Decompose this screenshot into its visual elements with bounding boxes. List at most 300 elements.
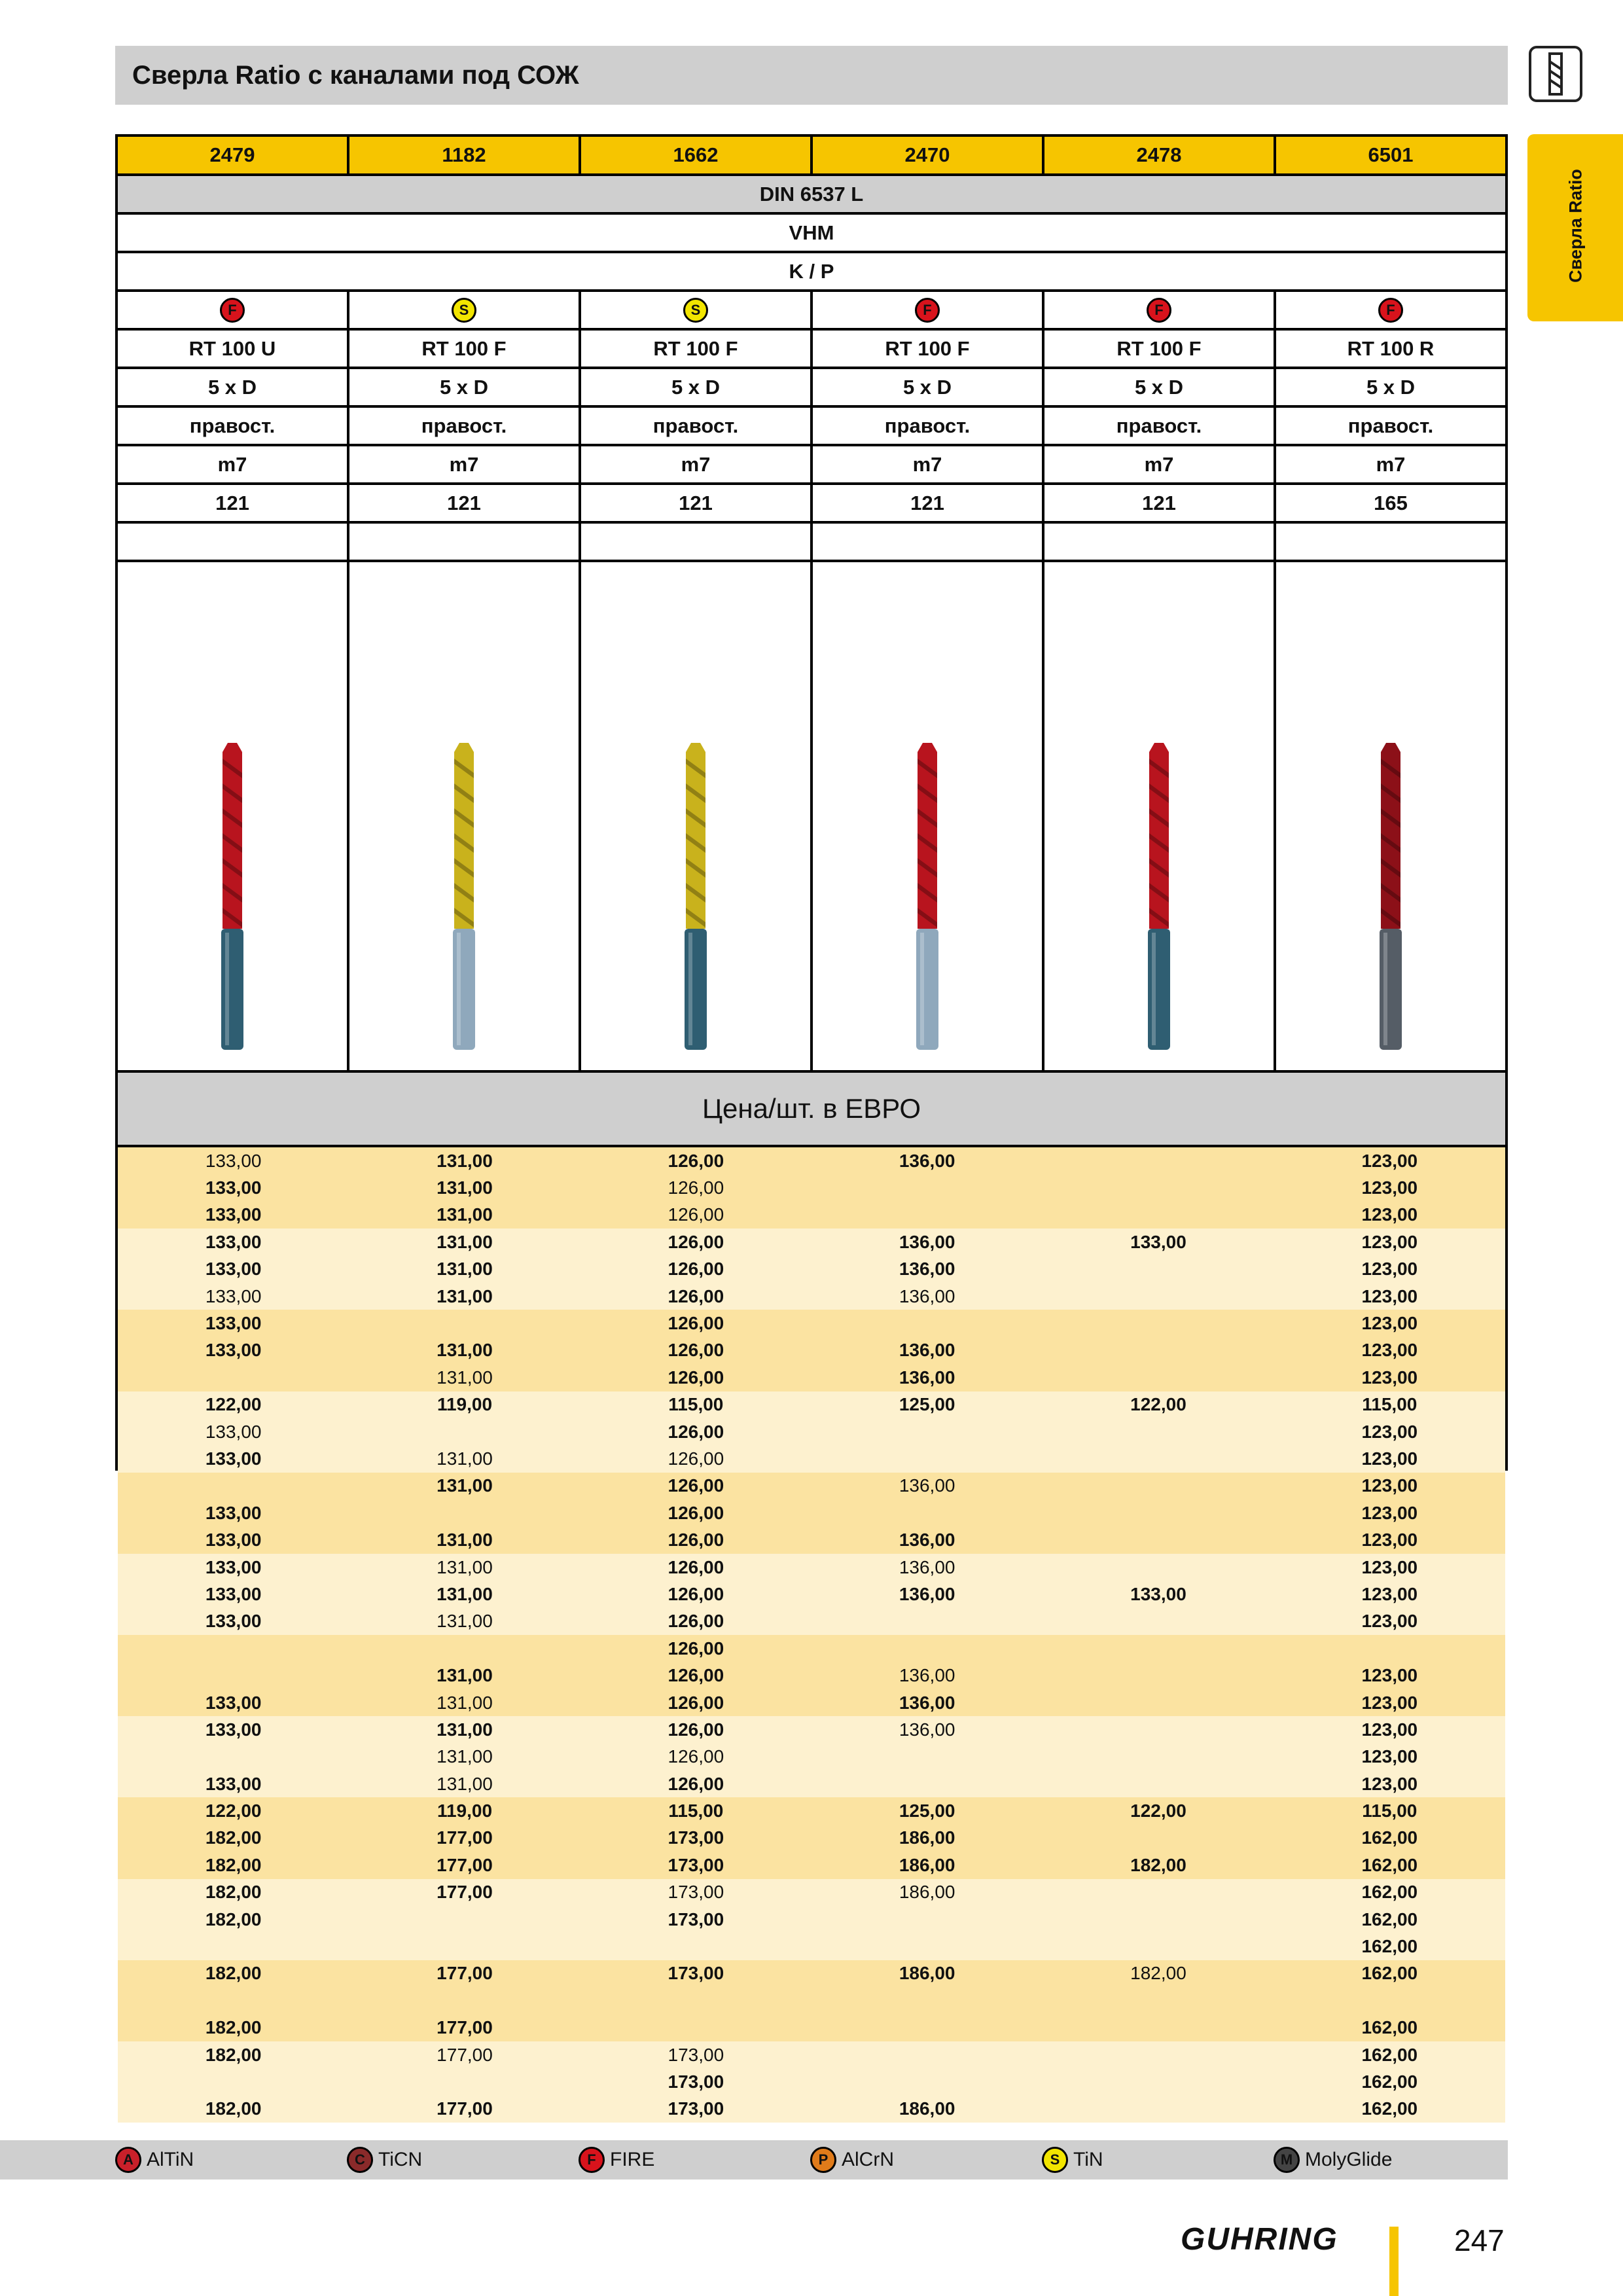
price-cell: 136,00	[899, 1692, 955, 1713]
price-cell: 133,00	[205, 1231, 262, 1252]
price-cell: 126,00	[668, 1502, 724, 1523]
price-cell	[1043, 1499, 1274, 1526]
price-cell: 177,00	[437, 2044, 493, 2065]
type-cell: RT 100 R	[1347, 336, 1435, 360]
price-cell	[812, 1987, 1043, 2014]
direction-cell: правост.	[1347, 414, 1434, 437]
section-title-bar	[115, 46, 1508, 105]
legend-item	[115, 2147, 194, 2173]
price-cell: 133,00	[205, 1150, 262, 1171]
price-cell: 126,00	[668, 1773, 724, 1794]
price-cell	[1043, 2015, 1274, 2041]
coating-cell	[1044, 292, 1276, 328]
catalog-number: 2479	[118, 137, 349, 173]
price-cell: 162,00	[1361, 2017, 1418, 2038]
price-cell: 123,00	[1361, 1150, 1418, 1171]
price-cell: 182,00	[205, 1882, 262, 1903]
price-cell: 131,00	[437, 1231, 493, 1252]
catalog-number: 1662	[581, 137, 813, 173]
price-row	[118, 2096, 1505, 2123]
coating-legend-icon: C	[347, 2147, 373, 2173]
price-row	[118, 1364, 1505, 1391]
catalog-number: 1182	[349, 137, 581, 173]
price-cell	[349, 1906, 580, 1933]
price-row	[118, 1310, 1505, 1336]
price-cell: 123,00	[1361, 1367, 1418, 1388]
price-cell: 133,00	[205, 1177, 262, 1198]
price-row	[118, 1716, 1505, 1743]
price-cell: 133,00	[205, 1259, 262, 1280]
price-row	[118, 1256, 1505, 1283]
tolerance-row	[118, 446, 1505, 485]
page-title: Сверла Ratio с каналами под СОЖ	[132, 60, 579, 90]
price-cell: 162,00	[1361, 2098, 1418, 2119]
empty-cell	[813, 524, 1044, 560]
page-ref-cell: 121	[1044, 485, 1276, 521]
price-cell: 126,00	[668, 1340, 724, 1361]
price-cell: 123,00	[1361, 1611, 1418, 1632]
price-cell: 133,00	[205, 1719, 262, 1740]
price-cell: 162,00	[1361, 2071, 1418, 2092]
price-cell: 131,00	[437, 1773, 493, 1794]
price-cell: 186,00	[899, 1963, 955, 1984]
price-cell	[1043, 1770, 1274, 1797]
price-cell: 123,00	[1361, 1583, 1418, 1604]
price-row	[118, 1825, 1505, 1852]
price-cell: 162,00	[1361, 1909, 1418, 1929]
price-cell: 133,00	[205, 1692, 262, 1713]
price-cell	[349, 2068, 580, 2095]
price-cell	[1043, 1906, 1274, 1933]
price-row	[118, 1933, 1505, 1960]
drill-image-row	[118, 562, 1505, 1073]
legend-label: AlCrN	[842, 2149, 894, 2170]
price-cell	[349, 1635, 580, 1662]
price-cell: 133,00	[205, 1340, 262, 1361]
price-row	[118, 1229, 1505, 1255]
price-cell	[1043, 1933, 1274, 1960]
coating-cell	[118, 292, 349, 328]
price-cell	[812, 1608, 1043, 1635]
price-row	[118, 2041, 1505, 2068]
price-cell: 123,00	[1361, 1502, 1418, 1523]
price-cell: 123,00	[1361, 1746, 1418, 1767]
price-cell: 123,00	[1361, 1665, 1418, 1686]
price-cell	[1274, 1635, 1505, 1662]
price-cell	[1043, 1147, 1274, 1174]
tolerance-cell: m7	[349, 446, 581, 482]
catalog-number: 6501	[1368, 143, 1414, 166]
price-cell: 186,00	[899, 2098, 955, 2119]
price-row	[118, 1635, 1505, 1662]
price-cell: 126,00	[668, 1421, 724, 1442]
price-cell: 126,00	[668, 1583, 724, 1604]
price-cell: 133,00	[205, 1773, 262, 1794]
tolerance-cell: m7	[813, 446, 1044, 482]
price-row	[118, 1283, 1505, 1310]
page-ref-cell: 165	[1374, 491, 1408, 514]
price-cell: 136,00	[899, 1340, 955, 1361]
side-tab-label: Сверла Ratio	[1565, 169, 1586, 283]
price-cell	[1043, 1689, 1274, 1716]
price-cell	[812, 1418, 1043, 1445]
coating-cell	[581, 292, 813, 328]
price-data	[118, 1147, 1505, 2123]
drill-image-cell	[813, 562, 1044, 1070]
price-cell	[812, 1310, 1043, 1336]
price-cell: 126,00	[668, 1746, 724, 1767]
price-cell: 122,00	[205, 1394, 262, 1415]
price-cell: 131,00	[437, 1340, 493, 1361]
coating-badge-icon: F	[1147, 298, 1171, 323]
price-cell	[349, 1499, 580, 1526]
price-cell: 131,00	[437, 1204, 493, 1225]
price-cell	[118, 1933, 349, 1960]
price-cell	[812, 1445, 1043, 1472]
price-cell: 126,00	[668, 1285, 724, 1306]
coating-legend-icon: P	[810, 2147, 836, 2173]
price-cell	[812, 2041, 1043, 2068]
coating-legend-icon: A	[115, 2147, 141, 2173]
price-cell: 182,00	[1130, 1963, 1186, 1984]
price-cell: 182,00	[205, 2017, 262, 2038]
price-cell: 136,00	[899, 1475, 955, 1496]
legend-item	[1274, 2147, 1392, 2173]
price-cell: 126,00	[668, 1719, 724, 1740]
price-cell: 123,00	[1361, 1285, 1418, 1306]
price-row	[118, 1391, 1505, 1418]
price-cell: 182,00	[205, 2044, 262, 2065]
coating-badge-icon: F	[220, 298, 245, 323]
page-ref-cell: 121	[118, 485, 349, 521]
coating-cell	[813, 292, 1044, 328]
length-cell: 5 x D	[118, 369, 349, 405]
coating-legend-icon: F	[579, 2147, 605, 2173]
length-cell: 5 x D	[581, 369, 813, 405]
price-cell: 126,00	[668, 1638, 724, 1659]
price-cell: 177,00	[437, 2017, 493, 2038]
price-cell: 182,00	[205, 1827, 262, 1848]
price-cell: 131,00	[437, 1719, 493, 1740]
price-row	[118, 1797, 1505, 1824]
price-cell	[1043, 2096, 1274, 2123]
price-row	[118, 1418, 1505, 1445]
price-cell: 125,00	[899, 1801, 955, 1821]
price-cell: 126,00	[668, 1150, 724, 1171]
empty-cell	[349, 524, 581, 560]
price-cell: 131,00	[437, 1150, 493, 1171]
price-cell	[118, 2068, 349, 2095]
price-cell: 126,00	[668, 1448, 724, 1469]
price-cell: 162,00	[1361, 1854, 1418, 1875]
price-cell: 115,00	[1362, 1801, 1418, 1821]
direction-cell: правост.	[349, 408, 581, 444]
drill-image-cell	[1044, 562, 1276, 1070]
price-cell: 173,00	[668, 1882, 724, 1903]
price-cell: 173,00	[668, 1963, 724, 1984]
page-ref-cell: 121	[581, 485, 813, 521]
price-cell: 131,00	[437, 1259, 493, 1280]
price-row	[118, 1337, 1505, 1364]
price-row	[118, 1473, 1505, 1499]
price-cell	[1043, 1202, 1274, 1229]
legend-item	[1042, 2147, 1103, 2173]
price-cell: 131,00	[437, 1530, 493, 1551]
price-cell: 123,00	[1361, 1530, 1418, 1551]
empty-cell	[1276, 524, 1505, 560]
direction-cell: правост.	[1044, 408, 1276, 444]
price-cell: 126,00	[668, 1665, 724, 1686]
price-cell: 123,00	[1361, 1340, 1418, 1361]
price-cell	[1043, 1283, 1274, 1310]
price-cell: 136,00	[899, 1665, 955, 1686]
type-cell: RT 100 F	[813, 331, 1044, 367]
price-cell: 115,00	[1362, 1394, 1418, 1415]
price-cell: 136,00	[899, 1719, 955, 1740]
price-cell: 126,00	[668, 1259, 724, 1280]
price-cell: 177,00	[437, 1963, 493, 1984]
price-row	[118, 1987, 1505, 2014]
price-cell	[580, 1987, 812, 2014]
price-cell: 133,00	[205, 1530, 262, 1551]
price-cell: 133,00	[205, 1448, 262, 1469]
price-cell	[349, 1418, 580, 1445]
price-row	[118, 1526, 1505, 1553]
price-cell	[812, 1744, 1043, 1770]
legend-item	[347, 2147, 422, 2173]
empty-cell	[1044, 524, 1276, 560]
page-ref-row	[118, 485, 1505, 524]
price-cell: 126,00	[668, 1556, 724, 1577]
price-cell: 123,00	[1361, 1773, 1418, 1794]
price-cell	[812, 1174, 1043, 1201]
price-cell	[1043, 2041, 1274, 2068]
price-cell	[1043, 1716, 1274, 1743]
length-cell: 5 x D	[349, 369, 581, 405]
product-table	[115, 134, 1508, 2119]
coating-legend-icon: M	[1274, 2147, 1300, 2173]
price-cell: 126,00	[668, 1204, 724, 1225]
price-cell: 115,00	[668, 1801, 724, 1821]
price-cell	[1043, 1879, 1274, 1906]
price-cell: 131,00	[437, 1556, 493, 1577]
price-cell: 133,00	[205, 1556, 262, 1577]
length-row	[118, 369, 1505, 408]
coating-badge-icon: F	[1378, 298, 1403, 323]
price-cell	[1043, 1473, 1274, 1499]
price-cell: 119,00	[437, 1394, 493, 1415]
tolerance-cell: m7	[118, 446, 349, 482]
price-cell: 182,00	[205, 1909, 262, 1929]
price-cell: 126,00	[668, 1231, 724, 1252]
price-cell: 123,00	[1361, 1556, 1418, 1577]
price-cell: 173,00	[668, 2098, 724, 2119]
price-row	[118, 1852, 1505, 1878]
catalog-number: 2470	[813, 137, 1044, 173]
price-cell	[812, 1906, 1043, 1933]
direction-cell: правост.	[581, 408, 813, 444]
price-cell: 182,00	[1130, 1854, 1186, 1875]
price-row	[118, 1147, 1505, 1174]
type-row	[118, 331, 1505, 369]
price-cell: 177,00	[437, 1882, 493, 1903]
coating-badge-icon: S	[683, 298, 708, 323]
price-cell: 182,00	[205, 1854, 262, 1875]
price-cell: 131,00	[437, 1475, 493, 1496]
drill-bit-icon	[1529, 46, 1582, 102]
price-row	[118, 1499, 1505, 1526]
legend-item	[579, 2147, 654, 2173]
price-cell: 126,00	[668, 1475, 724, 1496]
price-cell: 122,00	[1130, 1394, 1186, 1415]
page-ref-cell: 121	[813, 485, 1044, 521]
price-cell: 173,00	[668, 1854, 724, 1875]
price-cell: 162,00	[1361, 1936, 1418, 1957]
price-cell	[1043, 1418, 1274, 1445]
legend-label: FIRE	[610, 2149, 655, 2170]
price-row	[118, 1174, 1505, 1201]
price-cell	[118, 1364, 349, 1391]
price-row	[118, 1581, 1505, 1607]
price-cell	[349, 1987, 580, 2014]
price-cell	[118, 1635, 349, 1662]
price-cell: 173,00	[668, 2071, 724, 2092]
drill-bit-image	[1136, 739, 1182, 1053]
price-cell: 131,00	[437, 1692, 493, 1713]
price-row	[118, 2068, 1505, 2095]
price-cell	[118, 1473, 349, 1499]
standard-row	[118, 176, 1505, 215]
price-row	[118, 1960, 1505, 1987]
drill-image-cell	[1276, 562, 1505, 1070]
type-cell: RT 100 F	[581, 331, 813, 367]
empty-row	[118, 524, 1505, 562]
price-cell: 122,00	[205, 1801, 262, 1821]
type-cell: RT 100 F	[1044, 331, 1276, 367]
page-ref-cell: 121	[349, 485, 581, 521]
drill-bit-image	[441, 739, 487, 1053]
price-row	[118, 1879, 1505, 1906]
drill-image-cell	[581, 562, 813, 1070]
drill-bit-image	[673, 739, 719, 1053]
price-cell	[580, 1933, 812, 1960]
type-cell: RT 100 U	[118, 331, 349, 367]
price-cell: 162,00	[1361, 1827, 1418, 1848]
group-label: K / P	[789, 259, 834, 283]
price-cell	[1043, 1337, 1274, 1364]
length-cell: 5 x D	[813, 369, 1044, 405]
price-cell	[1043, 1445, 1274, 1472]
price-cell: 133,00	[205, 1611, 262, 1632]
price-row	[118, 2015, 1505, 2041]
price-cell: 182,00	[205, 2098, 262, 2119]
page-number: 247	[1454, 2223, 1505, 2257]
price-cell: 123,00	[1361, 1475, 1418, 1496]
price-cell: 186,00	[899, 1827, 955, 1848]
price-cell: 115,00	[668, 1394, 724, 1415]
coating-legend	[0, 2140, 1508, 2179]
price-cell: 177,00	[437, 1854, 493, 1875]
price-row	[118, 1445, 1505, 1472]
price-cell	[1043, 1526, 1274, 1553]
group-row	[118, 253, 1505, 292]
price-cell	[1043, 1662, 1274, 1689]
price-cell: 119,00	[437, 1801, 493, 1821]
brand-logo: GUHRING	[1181, 2222, 1338, 2257]
price-cell: 123,00	[1361, 1421, 1418, 1442]
standard-label: DIN 6537 L	[759, 182, 864, 206]
price-row	[118, 1906, 1505, 1933]
price-cell	[1043, 1310, 1274, 1336]
price-cell: 126,00	[668, 1530, 724, 1551]
price-cell: 182,00	[205, 1963, 262, 1984]
price-cell: 133,00	[205, 1502, 262, 1523]
price-cell: 177,00	[437, 2098, 493, 2119]
drill-bit-image	[904, 739, 950, 1053]
drill-bit-image	[209, 739, 255, 1053]
price-cell: 125,00	[899, 1394, 955, 1415]
coating-cell	[349, 292, 581, 328]
price-cell: 177,00	[437, 1827, 493, 1848]
price-cell: 136,00	[899, 1556, 955, 1577]
price-cell	[1043, 1608, 1274, 1635]
price-cell: 136,00	[899, 1530, 955, 1551]
price-cell	[1043, 1364, 1274, 1391]
legend-label: TiCN	[378, 2149, 423, 2170]
price-cell: 136,00	[899, 1150, 955, 1171]
price-cell	[1043, 1987, 1274, 2014]
price-row	[118, 1744, 1505, 1770]
coating-legend-icon: S	[1042, 2147, 1068, 2173]
direction-cell: правост.	[118, 408, 349, 444]
price-cell	[812, 1770, 1043, 1797]
price-cell	[1043, 2068, 1274, 2095]
price-cell: 123,00	[1361, 1448, 1418, 1469]
side-tab[interactable]	[1527, 134, 1623, 321]
price-cell	[1274, 1987, 1505, 2014]
price-cell: 123,00	[1361, 1204, 1418, 1225]
legend-label: TiN	[1073, 2149, 1103, 2170]
type-cell: RT 100 F	[349, 331, 581, 367]
price-cell: 162,00	[1361, 1882, 1418, 1903]
price-row	[118, 1554, 1505, 1581]
price-cell	[1043, 1554, 1274, 1581]
price-cell: 173,00	[668, 1827, 724, 1848]
price-cell: 133,00	[1130, 1231, 1186, 1252]
length-cell: 5 x D	[1044, 369, 1276, 405]
drill-image-cell	[118, 562, 349, 1070]
price-cell	[349, 1933, 580, 1960]
catalog-number-row	[118, 137, 1505, 176]
price-cell	[812, 2015, 1043, 2041]
price-cell	[1043, 1744, 1274, 1770]
empty-cell	[118, 524, 349, 560]
price-cell	[580, 2015, 812, 2041]
price-cell: 136,00	[899, 1259, 955, 1280]
price-cell: 133,00	[205, 1285, 262, 1306]
length-cell: 5 x D	[1366, 375, 1416, 399]
empty-cell	[581, 524, 813, 560]
legend-item	[810, 2147, 894, 2173]
price-cell: 126,00	[668, 1692, 724, 1713]
price-header-label: Цена/шт. в ЕВРО	[702, 1093, 921, 1124]
coating-cell	[1276, 292, 1505, 328]
catalog-number: 2478	[1044, 137, 1276, 173]
price-cell	[1043, 1174, 1274, 1201]
price-cell	[118, 1662, 349, 1689]
material-label: VHM	[789, 221, 834, 244]
tolerance-cell: m7	[581, 446, 813, 482]
